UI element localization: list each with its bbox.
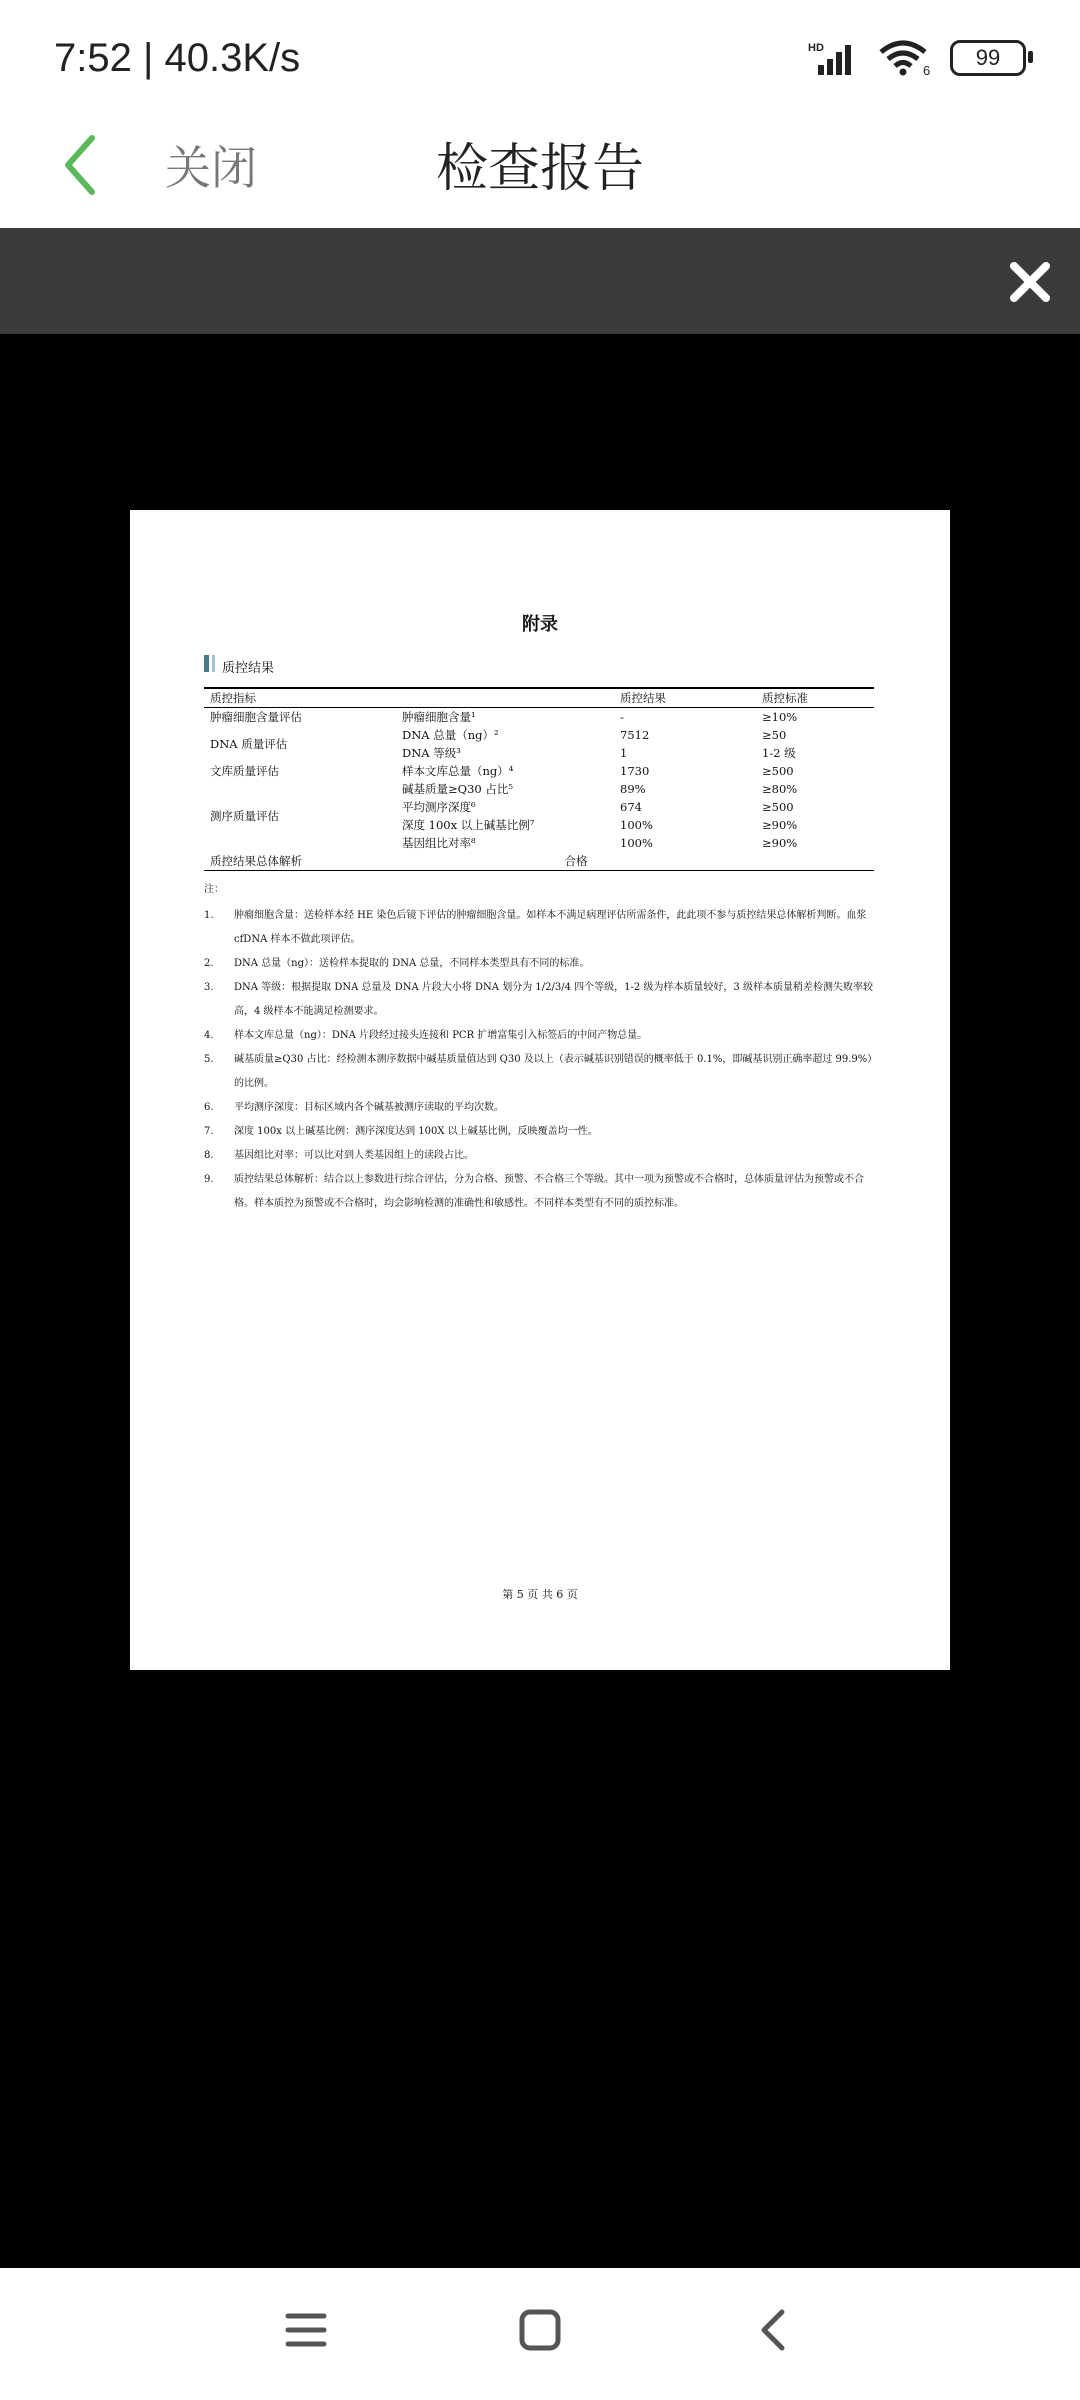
standard-cell: 1-2 级	[762, 746, 796, 760]
note-text: 碱基质量≥Q30 占比：经检测本测序数据中碱基质量值达到 Q30 及以上（表示碱基识别错误的概率低于 0.1%，即碱基识别正确率超过 99.9%）的比例。	[234, 1054, 873, 1089]
document-page	[130, 510, 950, 1670]
summary-empty	[756, 852, 874, 871]
note-number: 7.	[204, 1126, 214, 1137]
column-header	[396, 688, 614, 708]
table-row	[204, 726, 874, 744]
network-type-label: HD	[808, 42, 824, 54]
standard-cell: ≥500	[762, 764, 794, 778]
metric-cell: 碱基质量≥Q30 占比⁵	[402, 782, 513, 796]
note-item	[204, 1048, 874, 1096]
metric-cell: 肿瘤细胞含量¹	[402, 710, 476, 724]
standard-cell: ≥500	[762, 800, 794, 814]
section-marker-accent	[212, 655, 215, 672]
notes-section	[204, 878, 874, 1216]
page-title: 检查报告	[435, 139, 644, 199]
navigation-bar	[0, 100, 1080, 228]
category-cell: 测序质量评估	[210, 809, 279, 823]
menu-icon[interactable]	[284, 2308, 328, 2352]
metric-cell: 基因组比对率⁸	[402, 836, 476, 850]
result-cell: 100%	[620, 836, 653, 850]
table-row	[204, 708, 874, 727]
note-text: DNA 总量（ng）：送检样本提取的 DNA 总量，不同样本类型具有不同的标准。	[234, 958, 590, 969]
metric-cell: 深度 100x 以上碱基比例⁷	[402, 818, 535, 832]
column-header: 质控标准	[762, 691, 808, 705]
category-cell: 文库质量评估	[210, 764, 279, 778]
viewer-toolbar	[0, 228, 1080, 334]
document-title: 附录	[522, 614, 558, 635]
standard-cell: ≥80%	[762, 782, 798, 796]
category-cell: DNA 质量评估	[210, 737, 288, 751]
note-text: DNA 等级：根据提取 DNA 总量及 DNA 片段大小将 DNA 划分为 1/2/3/4 四个等级，1-2 级为样本质量较好，3 级样本质量稍差检测失败率较高，4 级样本不能满足检测要求。	[234, 982, 873, 1017]
wifi-label: 6	[923, 63, 931, 76]
metric-cell: DNA 总量（ng）²	[402, 728, 499, 742]
summary-row	[204, 852, 874, 871]
table-row	[204, 780, 874, 798]
note-item	[204, 976, 874, 1024]
note-item	[204, 1144, 874, 1168]
page-number: 第 5 页 共 6 页	[502, 1588, 578, 1601]
section-title: 质控结果	[222, 661, 275, 676]
summary-label: 质控结果总体解析	[210, 854, 302, 868]
note-number: 1.	[204, 910, 214, 921]
system-navigation-bar	[0, 2268, 1080, 2400]
signal-icon	[808, 41, 860, 75]
result-cell: 674	[620, 800, 642, 814]
notes-heading: 注：	[204, 884, 224, 895]
standard-cell: ≥50	[762, 728, 787, 742]
note-number: 9.	[204, 1174, 214, 1185]
result-cell: 1730	[620, 764, 650, 778]
close-icon[interactable]	[1002, 254, 1058, 310]
back-icon[interactable]	[752, 2308, 796, 2352]
wifi-icon	[878, 40, 932, 76]
standard-cell: ≥90%	[762, 818, 798, 832]
note-text: 质控结果总体解析：结合以上参数进行综合评估，分为合格、预警、不合格三个等级。其中一项为预警或不合格时，总体质量评估为预警或不合格。样本质控为预警或不合格时，均会影响检测的准确性和敏感性。不同样本类型有不同的质控标准。	[234, 1174, 864, 1209]
result-cell: 1	[620, 746, 628, 760]
note-text: 深度 100x 以上碱基比例：测序深度达到 100X 以上碱基比例，反映覆盖均一性。	[234, 1126, 598, 1137]
note-number: 2.	[204, 958, 214, 969]
note-number: 5.	[204, 1054, 214, 1065]
qc-table	[204, 687, 874, 871]
close-link[interactable]: 关闭	[165, 141, 257, 195]
note-item	[204, 1024, 874, 1048]
result-cell: -	[620, 710, 624, 724]
standard-cell: ≥90%	[762, 836, 798, 850]
note-text: 肿瘤细胞含量：送检样本经 HE 染色后镜下评估的肿瘤细胞含量。如样本不满足病理评估所需条件，此此项不参与质控结果总体解析判断。血浆 cfDNA 样本不做此项评估。	[234, 910, 867, 945]
status-icons	[808, 40, 1026, 76]
note-number: 3.	[204, 982, 214, 993]
note-item	[204, 1168, 874, 1216]
metric-cell: 样本文库总量（ng）⁴	[402, 764, 514, 778]
note-number: 6.	[204, 1102, 214, 1113]
note-text: 平均测序深度：目标区域内各个碱基被测序读取的平均次数。	[234, 1102, 504, 1113]
summary-value: 合格	[564, 854, 588, 868]
home-icon[interactable]	[518, 2308, 562, 2352]
status-bar	[0, 0, 1080, 100]
standard-cell: ≥10%	[762, 710, 798, 724]
section-marker	[204, 655, 209, 672]
result-cell: 89%	[620, 782, 646, 796]
battery-level: 99	[975, 45, 1001, 70]
note-number: 4.	[204, 1030, 214, 1041]
result-cell: 100%	[620, 818, 653, 832]
metric-cell: 平均测序深度⁶	[402, 800, 476, 814]
battery-indicator	[950, 40, 1026, 76]
note-item	[204, 1096, 874, 1120]
category-cell: 肿瘤细胞含量评估	[210, 710, 302, 724]
note-item	[204, 1120, 874, 1144]
result-cell: 7512	[620, 728, 650, 742]
table-header-row	[204, 688, 874, 708]
table-row	[204, 762, 874, 780]
note-text: 样本文库总量（ng）：DNA 片段经过接头连接和 PCR 扩增富集引入标签后的中间产物总量。	[234, 1030, 648, 1041]
note-number: 8.	[204, 1150, 214, 1161]
column-header: 质控结果	[620, 691, 666, 705]
note-text: 基因组比对率：可以比对到人类基因组上的读段占比。	[234, 1150, 474, 1161]
note-item	[204, 904, 874, 952]
note-item	[204, 952, 874, 976]
metric-cell: DNA 等级³	[402, 746, 461, 760]
status-time: 7:52 | 40.3K/s	[54, 36, 301, 80]
column-header: 质控指标	[210, 691, 256, 705]
